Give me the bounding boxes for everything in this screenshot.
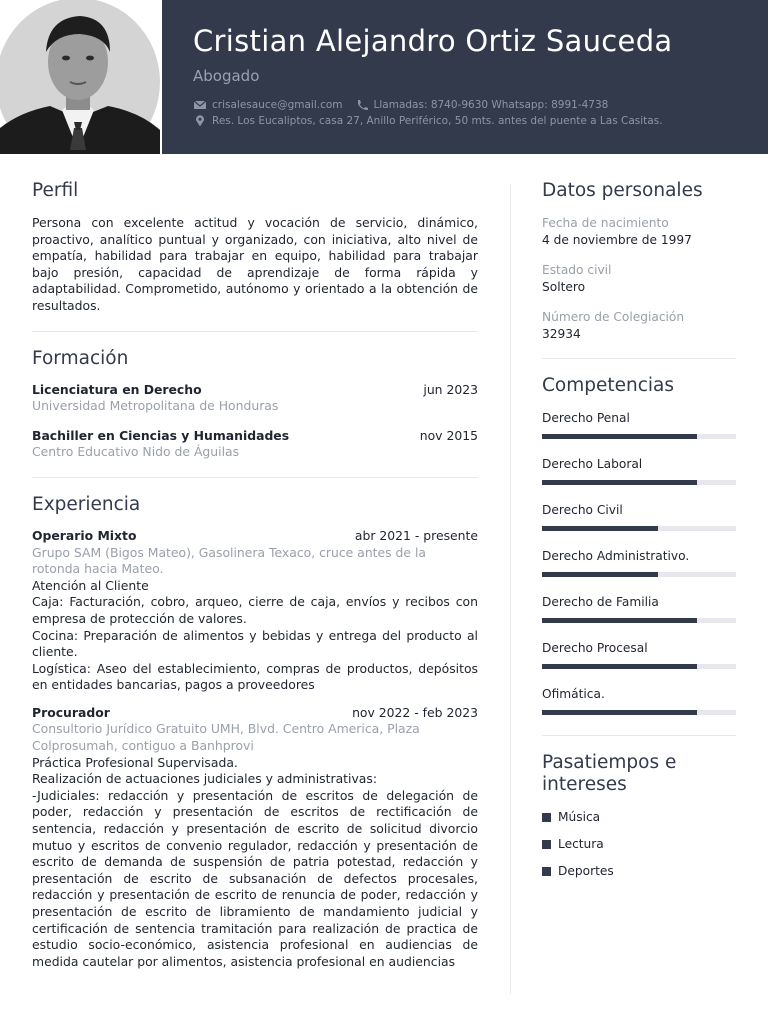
competencias-title: Competencias — [542, 375, 675, 396]
experience-detail: Logística: Aseo del establecimiento, compras de productos, depósitos en entidades bancarias, pagos a proveedores — [32, 660, 478, 693]
datos-title: Datos personales — [542, 180, 703, 201]
experience-date: nov 2022 - feb 2023 — [352, 704, 478, 720]
hobby-label: Música — [558, 810, 601, 824]
skill-bar — [542, 710, 736, 715]
skill-bar-fill — [542, 434, 697, 439]
experience-position: Operario Mixto — [32, 527, 137, 543]
contact-address: Res. Los Eucaliptos, casa 27, Anillo Periférico, 50 mts. antes del puente a Las Casitas. — [212, 115, 663, 127]
education-item — [32, 428, 478, 461]
bullet-square-icon — [542, 840, 551, 849]
skill-item — [542, 686, 736, 715]
skill-item — [542, 640, 736, 669]
skill-name: Derecho Laboral — [542, 457, 643, 471]
contact-phones: Llamadas: 8740-9630 Whatsapp: 8991-4738 — [373, 99, 609, 111]
personal-field-label: Fecha de nacimiento — [542, 216, 669, 230]
skill-bar — [542, 618, 736, 623]
hobby-item — [542, 837, 736, 851]
section-divider — [542, 358, 736, 359]
formacion-title: Formación — [32, 347, 129, 369]
personal-field — [542, 262, 736, 295]
skill-bar-fill — [542, 480, 697, 485]
phone-icon — [355, 99, 369, 111]
personal-field-value: 4 de noviembre de 1997 — [542, 233, 692, 247]
experience-detail: Cocina: Preparación de alimentos y bebidas y entrega del producto al cliente. — [32, 627, 478, 660]
education-date: jun 2023 — [423, 381, 478, 397]
section-pasatiempos — [542, 752, 736, 878]
skill-name: Derecho Procesal — [542, 641, 648, 655]
profile-photo-image — [0, 0, 162, 154]
column-divider — [510, 184, 511, 994]
skill-bar-fill — [542, 526, 658, 531]
contact-row-address — [193, 115, 663, 127]
hobby-label: Lectura — [558, 837, 604, 851]
skill-bar-fill — [542, 710, 697, 715]
experience-date: abr 2021 - presente — [354, 527, 478, 543]
bullet-square-icon — [542, 867, 551, 876]
contact-row-primary — [193, 99, 608, 111]
section-datos-personales — [542, 180, 736, 342]
skill-item — [542, 548, 736, 577]
experience-company: Grupo SAM (Bigos Mateo), Gasolinera Texaco, cruce antes de la rotonda hacia Mateo. — [32, 544, 427, 577]
skill-bar — [542, 526, 736, 531]
skill-bar — [542, 480, 736, 485]
skill-bar — [542, 434, 736, 439]
skill-bar-fill — [542, 572, 658, 577]
education-degree: Bachiller en Ciencias y Humanidades — [32, 427, 290, 443]
section-experiencia — [32, 494, 478, 970]
pasatiempos-title: Pasatiempos e intereses — [542, 752, 677, 795]
education-date: nov 2015 — [419, 427, 478, 443]
experience-detail: Práctica Profesional Supervisada. — [32, 754, 238, 770]
section-divider — [32, 331, 478, 332]
hobby-label: Deportes — [558, 864, 614, 878]
education-degree: Licenciatura en Derecho — [32, 381, 202, 397]
experience-item — [32, 705, 478, 971]
skill-item — [542, 456, 736, 485]
education-school: Centro Educativo Nido de Águilas — [32, 444, 240, 460]
envelope-icon — [193, 99, 207, 111]
skill-item — [542, 594, 736, 623]
section-perfil — [32, 180, 478, 315]
skills-list — [542, 410, 736, 715]
skill-name: Derecho Penal — [542, 411, 630, 425]
personal-field — [542, 215, 736, 248]
section-competencias — [542, 375, 736, 715]
skill-name: Derecho de Familia — [542, 595, 659, 609]
perfil-text: Persona con excelente actitud y vocación de servicio, dinámico, proactivo, analítico puntual y organizado, con iniciativa, alto nivel de empatía, habilidad para trabajar en equipo, habilidad para trabajar bajo presión, capacidad de aprendizaje de forma rápida y adaptabilidad. Comprometido, autónomo y orientado a la obtención de resultados. — [32, 215, 478, 313]
experience-detail: -Judiciales: redacción y presentación de escritos de delegación de poder, redacción y presentación de escritos de rectificación de sentencia, redacción y presentación de escrito de solicitud divorcio mutuo y escritos de convenio regulador, redacción y presentación de escrito de demanda de suspensión de patria potestad, redacción y presentación de escrito de subsanación de defectos procesales, redacción y presentación de escrito de renuncia de poder, redacción y presentación de escrito de libramiento de mandamiento judicial y certificación de sentencia tramitación para realización de practica de estudio socio-económico, asistencia profesional en audiencias de medida cautelar por alimentos, asistencia profesional en audiencias — [32, 787, 478, 969]
main-column — [32, 180, 478, 970]
contact-email[interactable]: crisalesauce@gmail.com — [212, 99, 343, 111]
sidebar-column — [542, 180, 736, 878]
hobby-item — [542, 864, 736, 878]
location-pin-icon — [193, 115, 207, 127]
skill-bar-fill — [542, 618, 697, 623]
candidate-name: Cristian Alejandro Ortiz Sauceda — [193, 24, 673, 58]
hobby-item — [542, 810, 736, 824]
experiencia-title: Experiencia — [32, 493, 141, 515]
skill-item — [542, 502, 736, 531]
skill-bar — [542, 664, 736, 669]
skill-name: Derecho Administrativo. — [542, 549, 690, 563]
experience-position: Procurador — [32, 704, 110, 720]
skill-bar — [542, 572, 736, 577]
experience-detail: Realización de actuaciones judiciales y administrativas: — [32, 771, 378, 787]
education-school: Universidad Metropolitana de Honduras — [32, 398, 279, 414]
header — [0, 0, 768, 154]
candidate-role: Abogado — [193, 67, 260, 85]
personal-field-value: 32934 — [542, 327, 581, 341]
perfil-title: Perfil — [32, 180, 79, 201]
section-formacion — [32, 348, 478, 461]
profile-photo — [0, 0, 162, 154]
experience-item — [32, 528, 478, 694]
education-item — [32, 382, 478, 415]
personal-field-label: Número de Colegiación — [542, 310, 685, 324]
bullet-square-icon — [542, 813, 551, 822]
skill-name: Ofimática. — [542, 687, 605, 701]
section-divider — [32, 477, 478, 478]
skill-name: Derecho Civil — [542, 503, 623, 517]
personal-field-value: Soltero — [542, 280, 586, 294]
experience-detail: Caja: Facturación, cobro, arqueo, cierre de caja, envíos y recibos con empresa de protección de valores. — [32, 594, 478, 626]
personal-field — [542, 309, 736, 342]
experience-detail: Atención al Cliente — [32, 577, 149, 593]
personal-field-label: Estado civil — [542, 263, 612, 277]
section-divider — [542, 735, 736, 736]
skill-item — [542, 410, 736, 439]
experience-company: Consultorio Jurídico Gratuito UMH, Blvd. Centro America, Plaza Colprosumah, contiguo a Banhprovi — [32, 721, 420, 754]
skill-bar-fill — [542, 664, 697, 669]
